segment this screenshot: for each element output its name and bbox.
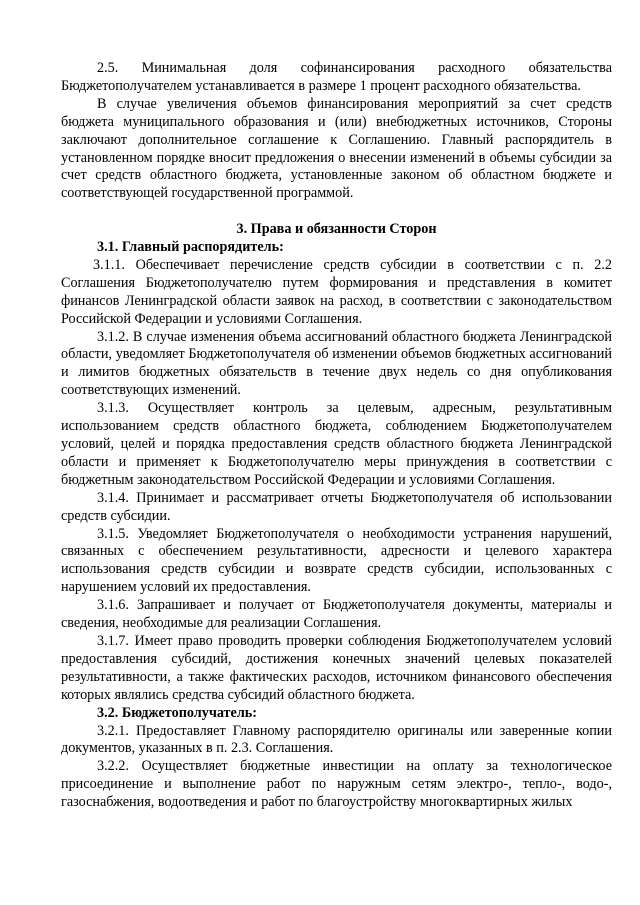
item-3-2-1: 3.2.1. Предоставляет Главному распорядителю оригиналы или заверенные копии документов, указанных в п. 2.3. Соглашения. xyxy=(61,722,612,757)
paragraph-2-5: 2.5. Минимальная доля софинансирования расходного обязательства Бюджетополучателем устанавливается в размере 1 процент расходного обязательства. xyxy=(61,60,612,94)
item-3-1-3: 3.1.3. Осуществляет контроль за целевым, адресным, результативным использованием средств областного бюджета, соблюдением Бюджетополучателем условий, целей и порядка предоставления средств областного бюджета Ленинградской области и применяет к Бюджетополучателю меры принуждения в соответствии с бюджетным законодательством Российской Федерации и условиями Соглашения. xyxy=(61,400,612,488)
item-3-1-5: 3.1.5. Уведомляет Бюджетополучателя о необходимости устранения нарушений, связанных с обеспечением результативности, адресности и целевого характера использования средств субсидии и возврате средств субсидии, использованных с нарушением условий их предоставления. xyxy=(61,525,612,596)
document-page xyxy=(61,60,612,812)
spacer xyxy=(61,203,612,221)
item-3-1-2: 3.1.2. В случае изменения объема ассигнований областного бюджета Ленинградской области, уведомляет Бюджетополучателя об изменении объемов бюджетных ассигнований и лимитов бюджетных обязательств в течение двух недель со дня опубликования соответствующих изменений. xyxy=(61,328,612,399)
item-3-1-1: 3.1.1. Обеспечивает перечисление средств субсидии в соответствии с п. 2.2 Соглашения Бюджетополучателю путем формирования и представления в комитет финансов Ленинградской области заявок на расход, в соответствии с законодательством Российской Федерации и условиями Соглашения. xyxy=(61,256,612,327)
item-3-1-4: 3.1.4. Принимает и рассматривает отчеты Бюджетополучателя об использовании средств субсидии. xyxy=(61,489,612,524)
section-3-1-title: 3.1. Главный распорядитель: xyxy=(97,239,284,256)
item-3-1-7: 3.1.7. Имеет право проводить проверки соблюдения Бюджетополучателем условий предоставления субсидий, достижения конечных значений целевых показателей результативности, а также фактических расходов, источником финансового обеспечения которых являлись средства субсидий областного бюджета. xyxy=(61,632,612,703)
section-3-2-title: 3.2. Бюджетополучатель: xyxy=(97,704,258,721)
paragraph-additional-agreement: В случае увеличения объемов финансирования мероприятий за счет средств бюджета муниципального образования и (или) внебюджетных источников, Стороны заключают дополнительное соглашение к Соглашению. Главный распорядитель в установленном порядке вносит предложения о внесении изменений в объемы субсидии за счет средств областного бюджета, установленные законом об областном бюджете и соответствующей государственной программой. xyxy=(61,95,612,202)
item-3-1-6: 3.1.6. Запрашивает и получает от Бюджетополучателя документы, материалы и сведения, необходимые для реализации Соглашения. xyxy=(61,597,612,632)
section-3-title: 3. Права и обязанности Сторон xyxy=(236,221,437,238)
item-3-2-2: 3.2.2. Осуществляет бюджетные инвестиции на оплату за технологическое присоединение и выполнение работ по наружным сетям электро-, тепло-, водо-, газоснабжения, водоотведения и работ по благоустройству многоквартирных жилых xyxy=(61,758,612,811)
